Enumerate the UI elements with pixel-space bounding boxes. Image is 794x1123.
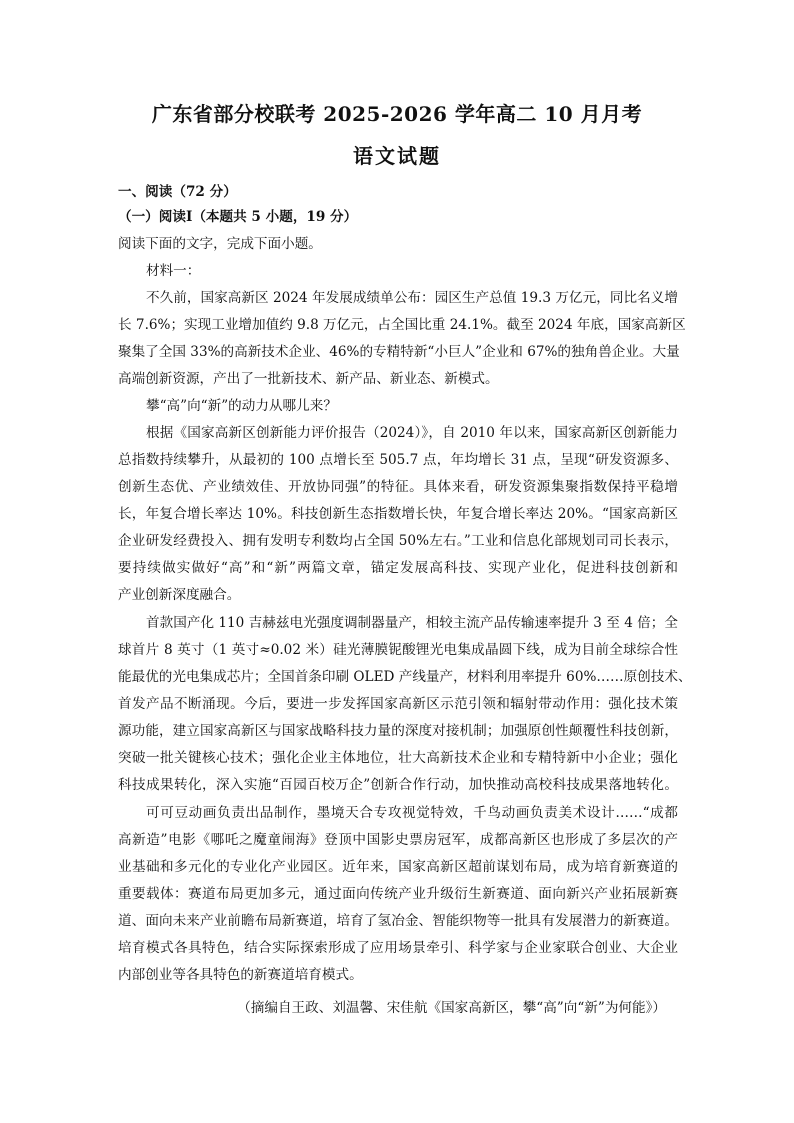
passage-line: 源功能，建立国家高新区与国家战略科技力量的深度对接机制；加强原创性颠覆性科技创新，	[118, 723, 678, 739]
passage-line: 首发产品不断涌现。今后，要进一步发挥国家高新区示范引领和辐射带动作用：强化技术策	[118, 696, 678, 712]
passage-line: 高端创新资源，产出了一批新技术、新产品、新业态、新模式。	[118, 371, 499, 387]
passage-line: 根据《国家高新区创新能力评价报告（2024）》，自 2010 年以来，国家高新区创新能力	[146, 425, 678, 441]
passage-line: 重要载体：赛道布局更加多元，通过面向传统产业升级衍生新赛道、面向新兴产业拓展新赛	[118, 886, 678, 902]
material-label: 材料一：	[146, 263, 201, 279]
passage-line: 可可豆动画负责出品制作，墨境天合专攻视觉特效，千鸟动画负责美术设计……“成都	[146, 805, 678, 821]
passage-line: 能最优的光电集成芯片；全国首条印刷 OLED 产线量产，材料利用率提升 60%……原创技术、	[118, 669, 692, 685]
passage-line: 攀“高”向“新”的动力从哪儿来？	[146, 398, 337, 414]
passage-line: 总指数持续攀升，从最初的 100 点增长至 505.7 点，年均增长 31 点，呈现“研发资源多、	[118, 452, 678, 468]
passage-line: 球首片 8 英寸（1 英寸≈0.02 米）硅光薄膜铌酸锂光电集成晶圆下线，成为目前全球综合性	[118, 642, 678, 658]
passage-line: 产业创新深度融合。	[118, 587, 241, 603]
passage-line: 要持续做实做好“高”和“新”两篇文章，锚定发展高科技、实现产业化，促进科技创新和	[118, 560, 678, 576]
passage-line: 业基础和多元化的专业化产业园区。近年来，国家高新区超前谋划布局，成为培育新赛道的	[118, 859, 678, 875]
exam-subtitle: 语文试题	[353, 144, 441, 168]
passage-line: 不久前，国家高新区 2024 年发展成绩单公布：园区生产总值 19.3 万亿元，同比名义增	[146, 290, 678, 306]
instruction: 阅读下面的文字，完成下面小题。	[118, 236, 322, 252]
passage-line: 聚集了全国 33%的高新技术企业、46%的专精特新“小巨人”企业和 67%的独角兽企业。大量	[118, 344, 680, 360]
section-subheading: （一）阅读Ⅰ（本题共 5 小题，19 分）	[118, 209, 358, 225]
passage-line: 道、面向未来产业前瞻布局新赛道，培育了氢冶金、智能织物等一批具有发展潜力的新赛道。	[118, 913, 678, 929]
source-citation: （摘编自王政、刘温馨、宋佳航《国家高新区，攀“高”向“新”为何能》）	[237, 1000, 666, 1016]
exam-title: 广东省部分校联考 2025-2026 学年高二 10 月月考	[151, 102, 643, 126]
passage-line: 突破一批关键核心技术；强化企业主体地位，壮大高新技术企业和专精特新中小企业；强化	[118, 750, 678, 766]
passage-line: 长 7.6%；实现工业增加值约 9.8 万亿元，占全国比重 24.1%。截至 2024 年底，国家高新区	[118, 317, 686, 333]
passage-line: 企业研发经费投入、拥有发明专利数均占全国 50%左右。”工业和信息化部规划司司长表示，	[118, 533, 678, 549]
passage-line: 培育模式各具特色，结合实际探索形成了应用场景牵引、科学家与企业家联合创业、大企业	[118, 940, 678, 956]
passage-line: 高新造”电影《哪吒之魔童闹海》登顶中国影史票房冠军，成都高新区也形成了多层次的产	[118, 832, 678, 848]
passage-line: 创新生态优、产业绩效佳、开放协同强”的特征。具体来看，研发资源集聚指数保持平稳增	[118, 479, 678, 495]
section-heading: 一、阅读（72 分）	[118, 184, 237, 200]
passage-line: 首款国产化 110 吉赫兹电光强度调制器量产，相较主流产品传输速率提升 3 至 4 倍；全	[146, 615, 678, 631]
passage-line: 长，年复合增长率达 10%。科技创新生态指数增长快，年复合增长率达 20%。“国家高新区	[118, 506, 678, 522]
passage-line: 内部创业等各具特色的新赛道培育模式。	[118, 967, 363, 983]
passage-line: 科技成果转化，深入实施“百园百校万企”创新合作行动，加快推动高校科技成果落地转化。	[118, 777, 678, 793]
